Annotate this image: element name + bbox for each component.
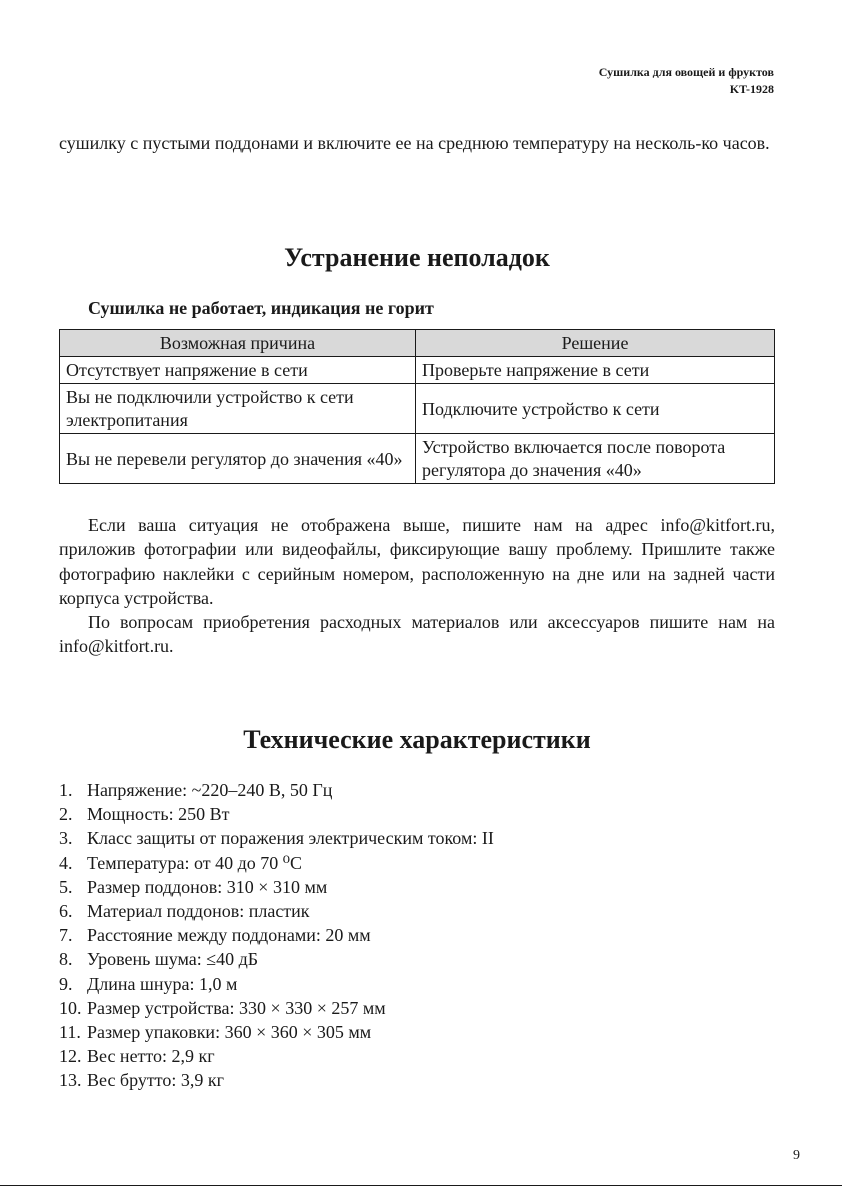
list-item-number: 10. bbox=[59, 997, 82, 1018]
troubleshooting-heading: Устранение неполадок bbox=[284, 243, 550, 272]
list-item-text: Расстояние между поддонами: 20 мм bbox=[87, 925, 371, 946]
list-item-text: Класс защиты от поражения электрическим током: II bbox=[87, 828, 494, 849]
page-number: 9 bbox=[793, 1148, 800, 1163]
troubleshooting-table bbox=[59, 329, 775, 484]
table-row bbox=[60, 434, 775, 484]
list-item-text: Длина шнура: 1,0 м bbox=[87, 973, 238, 994]
list-item-number: 5. bbox=[59, 876, 73, 897]
list-item-text: Размер поддонов: 310 × 310 мм bbox=[87, 876, 328, 897]
list-item bbox=[59, 1020, 494, 1044]
list-item bbox=[59, 996, 494, 1020]
list-item-number: 13. bbox=[59, 1070, 82, 1091]
specs-heading: Технические характеристики bbox=[243, 725, 591, 754]
cause-cell: Вы не подключили устройство к сети электропитания bbox=[60, 384, 416, 434]
accessories-paragraph: По вопросам приобретения расходных материалов или аксессуаров пишите нам на info@kitfort.ru. bbox=[59, 612, 775, 657]
list-item-number: 7. bbox=[59, 925, 73, 946]
list-item bbox=[59, 851, 494, 875]
problem-subheading: Сушилка не работает, индикация не горит bbox=[88, 298, 434, 318]
list-item-number: 4. bbox=[59, 852, 73, 873]
list-item bbox=[59, 778, 494, 802]
table-row bbox=[60, 384, 775, 434]
list-item-text: Вес нетто: 2,9 кг bbox=[87, 1046, 215, 1067]
list-item bbox=[59, 972, 494, 996]
list-item-number: 9. bbox=[59, 973, 73, 994]
intro-paragraph: сушилку с пустыми поддонами и включите ее на среднюю температуру на несколь-ко часов. bbox=[59, 133, 770, 153]
cause-cell: Отсутствует напряжение в сети bbox=[60, 357, 416, 384]
list-item bbox=[59, 1068, 494, 1092]
list-item-text: Мощность: 250 Вт bbox=[87, 804, 230, 825]
running-header bbox=[599, 64, 774, 98]
list-item-text: Вес брутто: 3,9 кг bbox=[87, 1070, 224, 1091]
list-item-number: 6. bbox=[59, 900, 73, 921]
bottom-divider bbox=[0, 1185, 842, 1186]
list-item bbox=[59, 826, 494, 850]
list-item bbox=[59, 947, 494, 971]
solution-cell: Подключите устройство к сети bbox=[416, 384, 775, 434]
list-item-number: 12. bbox=[59, 1046, 82, 1067]
list-item-number: 11. bbox=[59, 1021, 81, 1042]
list-item-text: Температура: от 40 до 70 ⁰С bbox=[87, 852, 302, 873]
list-item bbox=[59, 1044, 494, 1068]
list-item-number: 1. bbox=[59, 780, 73, 800]
list-item-number: 3. bbox=[59, 828, 73, 849]
list-item-text: Размер устройства: 330 × 330 × 257 мм bbox=[87, 997, 386, 1018]
contact-paragraph: Если ваша ситуация не отображена выше, пишите нам на адрес info@kitfort.ru, приложив фотографии или видеофайлы, фиксирующие вашу проблему. Пришлите также фотографию наклейки с серийным номером, расположенную на дне или на задней части корпуса устройства. bbox=[59, 515, 775, 609]
list-item-text: Уровень шума: ≤40 дБ bbox=[87, 949, 259, 970]
column-header-solution: Решение bbox=[416, 330, 775, 357]
header-product-name: Сушилка для овощей и фруктов bbox=[598, 65, 774, 79]
list-item bbox=[59, 802, 494, 826]
cause-cell: Вы не перевели регулятор до значения «40» bbox=[60, 434, 416, 484]
solution-cell: Устройство включается после поворота регулятора до значения «40» bbox=[416, 434, 775, 484]
table-row bbox=[60, 357, 775, 384]
column-header-cause: Возможная причина bbox=[60, 330, 416, 357]
specs-list bbox=[59, 778, 494, 1092]
list-item bbox=[59, 923, 494, 947]
list-item-text: Напряжение: ~220–240 В, 50 Гц bbox=[87, 780, 333, 800]
list-item-text: Материал поддонов: пластик bbox=[87, 900, 310, 921]
list-item-number: 8. bbox=[59, 949, 73, 970]
list-item-text: Размер упаковки: 360 × 360 × 305 мм bbox=[87, 1021, 372, 1042]
header-model: KT-1928 bbox=[729, 82, 774, 96]
list-item bbox=[59, 875, 494, 899]
list-item bbox=[59, 899, 494, 923]
list-item-number: 2. bbox=[59, 804, 73, 825]
solution-cell: Проверьте напряжение в сети bbox=[416, 357, 775, 384]
table-header-row bbox=[60, 330, 775, 357]
